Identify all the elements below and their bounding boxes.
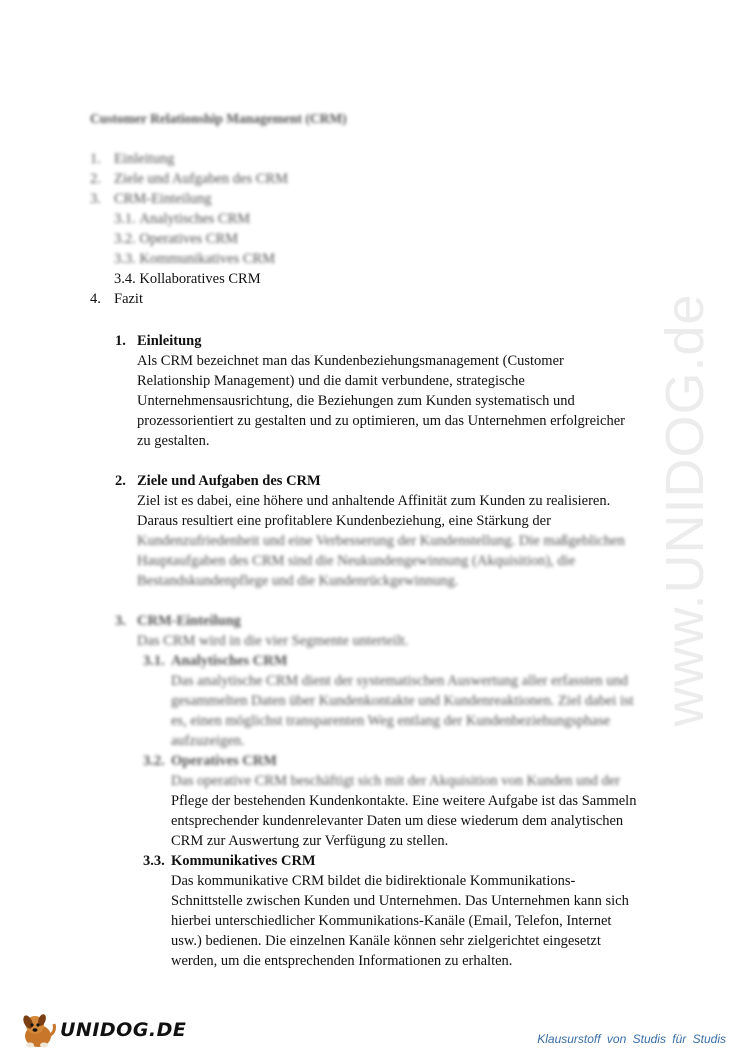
subsection-body: Das analytische CRM dient der systematischen Auswertung aller erfassten und gesammelten Daten über Kundenkontakte und Kundenreaktionen. Ziel dabei ist es, einen möglichst transparenten Weg entlang der Kundenbeziehungsphase aufzuzeigen.: [171, 673, 634, 749]
dog-mascot-icon: [18, 1010, 58, 1050]
section-body: Ziel ist es dabei, eine höhere und anhaltende Affinität zum Kunden zu realisieren. Daraus resultiert eine profitablere Kundenbeziehung, eine Stärkung der Kundenzufriedenheit und eine Verbesserung der Kundenstellung. Die maßgeblichen Hauptaufgaben des CRM sind die Neukundengewinnung (Akquisition), die Bestandskundenpflege und die Kundenrückgewinnung.: [137, 493, 625, 589]
toc-item: 3.2. Operatives CRM: [114, 231, 239, 247]
subsection-kommunikativ: [143, 851, 675, 971]
toc-item: 3. CRM-Einteilung: [90, 191, 212, 207]
document-title: Customer Relationship Management (CRM): [90, 111, 347, 126]
subsection-analytisch: [143, 651, 675, 751]
section-intro: Das CRM wird in die vier Segmente unterteilt.: [137, 633, 409, 649]
section-heading: 2. Ziele und Aufgaben des CRM: [115, 473, 321, 489]
toc-item: 3.1. Analytisches CRM: [114, 211, 251, 227]
section-einleitung: [115, 331, 675, 451]
toc-item: 1. Einleitung: [90, 151, 175, 167]
section-heading: 3. CRM-Einteilung: [115, 613, 241, 629]
section-body: Als CRM bezeichnet man das Kundenbeziehungsmanagement (Customer Relationship Management) und die damit verbundene, strategische Unternehmensausrichtung, die Beziehungen zum Kunden systematisch und prozessorientiert zu gestalten und zu optimieren, um das Unternehmen erfolgreicher zu gestalten.: [137, 353, 625, 449]
section-ziele: [115, 471, 675, 591]
toc-item: 2. Ziele und Aufgaben des CRM: [90, 171, 288, 187]
toc-item: 4. Fazit: [90, 291, 143, 307]
unidog-logo[interactable]: [18, 1010, 186, 1050]
table-of-contents: [90, 149, 288, 309]
footer-tagline: Klausurstoff von Studis für Studis: [537, 1032, 726, 1046]
toc-item: 3.4. Kollaboratives CRM: [114, 271, 261, 287]
toc-item: 3.3. Kommunikatives CRM: [114, 251, 276, 267]
subsection-heading: 3.2. Operatives CRM: [143, 753, 277, 769]
subsection-operativ: [143, 751, 675, 851]
subsection-body: Das operative CRM beschäftigt sich mit der Akquisition von Kunden und der Pflege der bestehenden Kundenkontakte. Eine weitere Aufgabe ist das Sammeln entsprechender kundenrelevanter Daten um diese wiederum dem analytischen CRM zur Auswertung zur Verfügung zu stellen.: [171, 773, 637, 849]
subsection-heading: 3.1. Analytisches CRM: [143, 653, 288, 669]
subsection-body: Das kommunikative CRM bildet die bidirektionale Kommunikations- Schnittstelle zwischen Kunden und Unternehmen. Das Unternehmen kann sich hierbei unterschiedlicher Kommunikations-Kanäle (Email, Telefon, Internet usw.) bedienen. Die einzelnen Kanäle können sehr zielgerichtet eingesetzt werden, um die entsprechenden Informationen zu erhalten.: [171, 873, 629, 969]
subsection-heading: 3.3. Kommunikatives CRM: [143, 853, 316, 869]
section-crm-einteilung: [115, 611, 675, 971]
logo-text: UNIDOG.DE: [60, 1019, 187, 1041]
watermark-text: www.UNIDOG.de: [655, 293, 715, 727]
section-heading: 1. Einleitung: [115, 333, 202, 349]
